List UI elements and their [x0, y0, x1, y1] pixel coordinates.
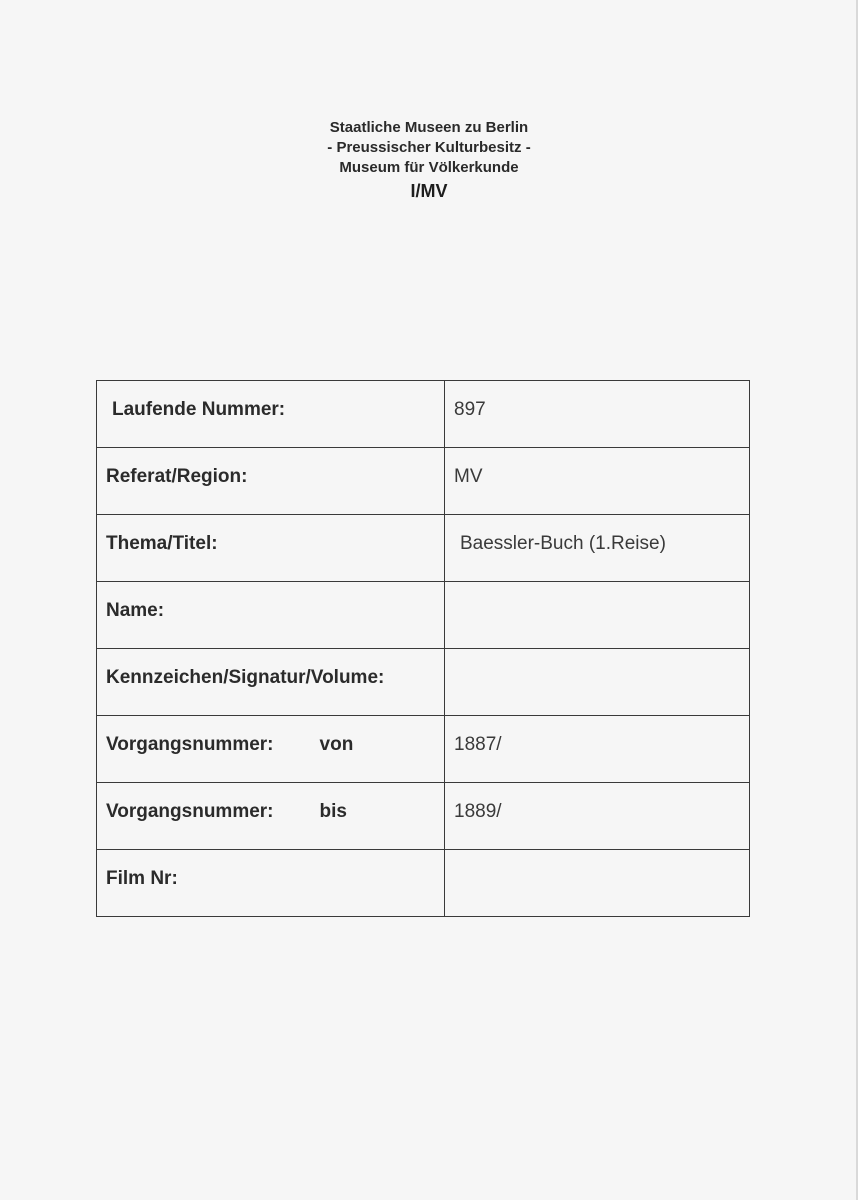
field-label: Laufende Nummer: — [112, 399, 286, 420]
field-label-text: Vorgangsnummer: — [106, 801, 274, 822]
form-row-film-nr — [97, 850, 750, 917]
field-value — [445, 649, 749, 667]
field-value — [445, 850, 749, 868]
institution-subtitle: - Preussischer Kulturbesitz - — [327, 139, 531, 156]
field-value: 897 — [454, 399, 486, 420]
form-row-referat-region — [97, 448, 750, 515]
field-label — [97, 716, 444, 756]
value-cell — [445, 448, 750, 515]
form-row-name — [97, 582, 750, 649]
value-cell — [445, 515, 750, 582]
field-value: Baessler-Buch (1.Reise) — [460, 533, 666, 554]
form-row-laufende-nummer — [97, 381, 750, 448]
value-cell — [445, 649, 750, 716]
field-value: MV — [454, 466, 483, 487]
value-cell — [445, 381, 750, 448]
field-label-text: Vorgangsnummer: — [106, 734, 274, 755]
museum-name: Museum für Völkerkunde — [339, 159, 519, 176]
label-cell — [97, 850, 445, 917]
range-qualifier: von — [319, 734, 354, 755]
field-value — [445, 582, 749, 600]
field-value: 1889/ — [454, 801, 502, 822]
label-cell — [97, 381, 445, 448]
value-cell — [445, 582, 750, 649]
value-cell — [445, 716, 750, 783]
form-row-vorgangsnummer-bis — [97, 783, 750, 850]
label-cell — [97, 649, 445, 716]
form-row-vorgangsnummer-von — [97, 716, 750, 783]
label-cell — [97, 716, 445, 783]
range-qualifier: bis — [319, 801, 347, 822]
value-cell — [445, 850, 750, 917]
label-cell — [97, 783, 445, 850]
field-label: Thema/Titel: — [106, 533, 218, 554]
record-form-table — [96, 380, 750, 917]
department-code: I/MV — [410, 181, 448, 201]
field-value: 1887/ — [454, 734, 502, 755]
label-cell — [97, 515, 445, 582]
field-label — [97, 783, 444, 823]
form-row-kennzeichen — [97, 649, 750, 716]
form-row-thema-titel — [97, 515, 750, 582]
field-label: Film Nr: — [106, 868, 178, 889]
field-label: Referat/Region: — [106, 466, 248, 487]
institution-header — [0, 118, 858, 203]
field-label: Kennzeichen/Signatur/Volume: — [106, 667, 385, 688]
institution-name: Staatliche Museen zu Berlin — [329, 119, 529, 136]
field-label: Name: — [106, 600, 165, 621]
value-cell — [445, 783, 750, 850]
label-cell — [97, 582, 445, 649]
label-cell — [97, 448, 445, 515]
